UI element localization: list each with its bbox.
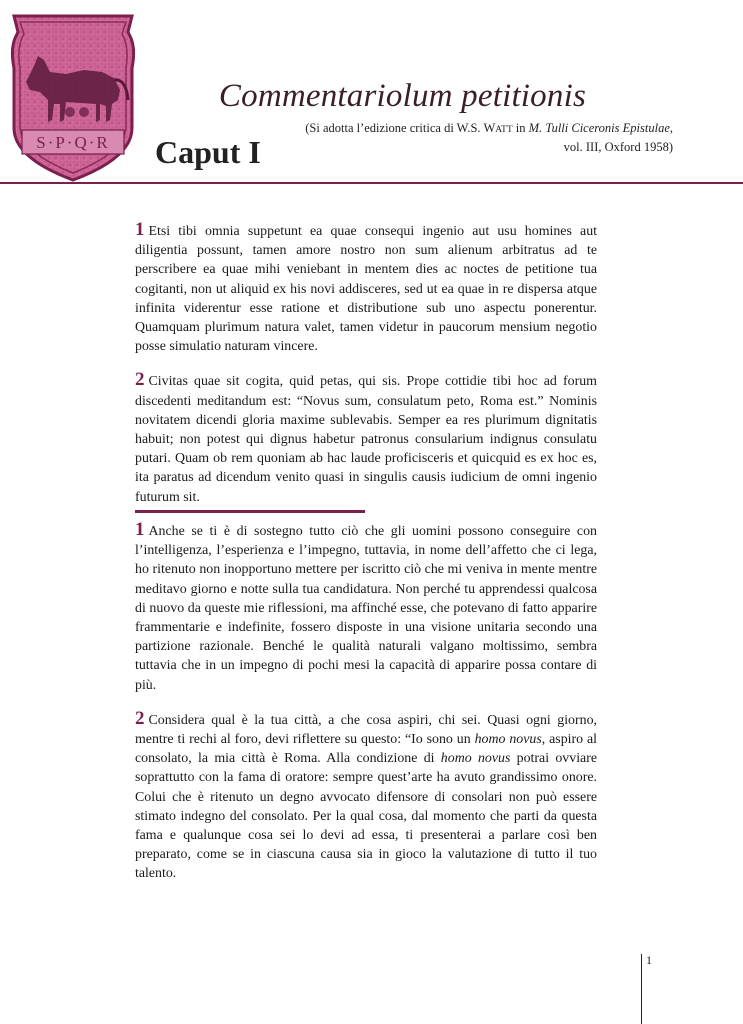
latin-paragraph-1 (135, 220, 597, 356)
paragraph-text-part3: potrai ovviare soprattutto con la fama di oratore: sempre quest’arte ha avuto grandissimo onore. Colui che è ritenuto un degno avvocato difensore di consolari non può essere stimato indegno del consolato. Per la qual cosa, dal momento che parti da questa fama e qualunque cosa sei lo devi ad essa, ti presenterai a parlare così ben preparato, come se in ciascuna causa sia in gioco la valutazione di tutto il tuo talento. (135, 751, 598, 882)
page-number: 1 (646, 953, 652, 967)
page-number-rule (641, 954, 642, 1024)
paragraph-text: Etsi tibi omnia suppetunt ea quae consequi ingenio aut usu homines aut diligentia possunt, tamen amore nostro non sum alienum arbitratus ad te perscribere ea quae mihi veniebant in mentem dies ac noctes de petitione tua cogitanti, non ut aliquid ex his novi addisceres, sed ut ea quae in re dispersa atque infinita viderentur esse ratione et distributione sub uno aspectu ponerentur. Quamquam plurimum natura valet, tamen videtur in paucorum mensium negotio posse simulatio naturam vincere. (135, 224, 597, 355)
edition-line1-smallcaps: ATT (495, 125, 513, 135)
edition-line1-mid: in (512, 121, 529, 135)
edition-line1-italic: M. Tulli Ciceronis Epistulae, (528, 121, 673, 135)
she-wolf-spqr-shield-icon (4, 8, 142, 184)
edition-note (305, 120, 673, 156)
italian-paragraph-1 (135, 520, 597, 695)
paragraph-text-part2: , aspiro al consolato, la mia città è Roma. Alla condizione di (135, 732, 598, 767)
italian-translation (135, 520, 597, 884)
chapter-heading: Caput I (155, 134, 261, 170)
edition-line1-prefix: (Si adotta l’edizione critica di W.S. W (305, 121, 496, 135)
paragraph-text: Anche se ti è di sostegno tutto ciò che gli uomini possono conseguire con l’intelligenza, l’esperienza e l’impegno, tuttavia, in nome dell’affetto che ci lega, ho ritenuto non inopportuno mettere per iscritto ciò che mi veniva in mente mentre meditavo giorno e notte sulla tua candidatura. Non perché tu apprendessi qualcosa di nuovo da queste mie riflessioni, ma affinché esse, che potevano di fatto apparire frammentarie e indefinite, fossero disposte in una visione unitaria secondo una partizione razionale. Benché le qualità naturali valgano moltissimo, sembra tuttavia che in un impegno di pochi mesi la capacità di apparire possa contare di più. (135, 524, 597, 693)
header-rule (0, 182, 743, 184)
latin-text (135, 220, 597, 507)
emblem-motto: S·P·Q·R (36, 133, 110, 152)
paragraph-text-italic: homo novus (440, 751, 511, 767)
paragraph-number: 1 (135, 219, 145, 240)
page-title: Commentariolum petitionis (218, 78, 586, 114)
latin-paragraph-2 (135, 370, 597, 506)
paragraph-text-part1: Considera qual è la tua città, a che cosa aspiri, chi sei. Quasi ogni giorno, mentre ti rechi al foro, devi riflettere su questo: “Io sono un (135, 712, 597, 748)
paragraph-text-italic: homo novus (474, 732, 542, 748)
paragraph-number: 2 (135, 369, 145, 391)
paragraph-number: 2 (135, 707, 145, 729)
paragraph-number: 1 (135, 519, 145, 540)
paragraph-text: Civitas quae sit cogita, quid petas, qui sis. Prope cottidie tibi hoc ad forum discedenti meditandum est: “Novus sum, consulatum peto, Roma est.” Nominis novitatem dicendi gloria maxime sublevabis. Semper ea res plurimum dignitatis habuit; non potest qui dignus habetur patronus consularium indignus consulatu putari. Quam ob rem quoniam ab hac laude proficisceris et quicquid es ex hoc es, ita paratus ad dicendum venito quasi in singulis causis iudicium de omni ingenio futurum sit. (135, 374, 597, 505)
section-separator (135, 510, 365, 513)
italian-paragraph-2 (135, 709, 597, 884)
edition-line2: vol. III, Oxford 1958) (563, 140, 673, 154)
